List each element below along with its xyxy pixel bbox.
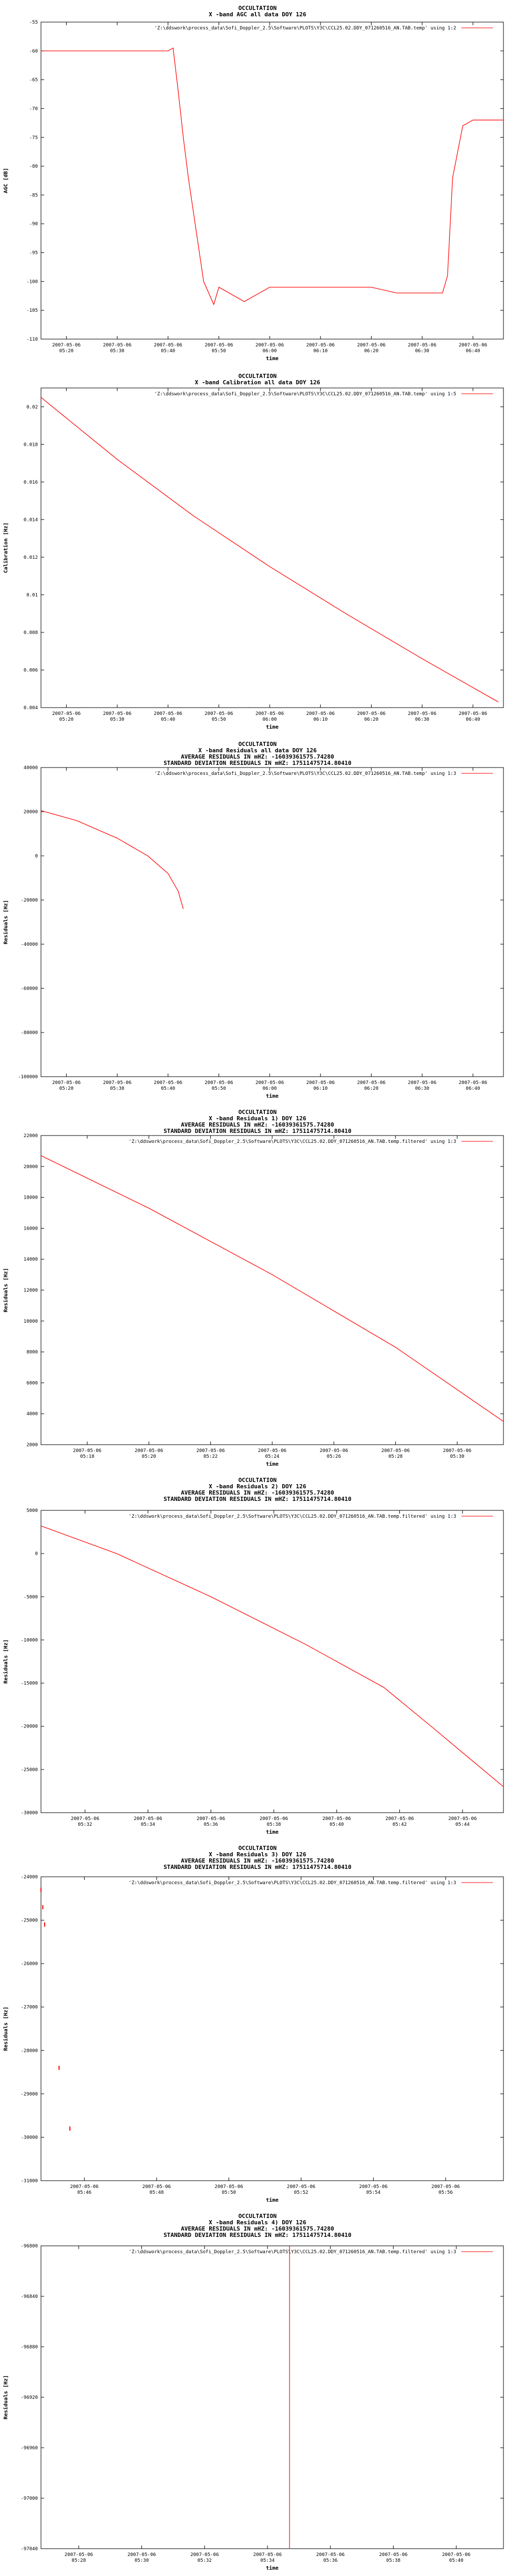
- x-tick-time: 05:40: [161, 717, 176, 722]
- x-tick-date: 2007-05-06: [379, 2552, 408, 2558]
- x-tick-time: 05:20: [141, 1454, 156, 1459]
- y-axis-label: Residuals [Hz]: [3, 1267, 9, 1313]
- y-tick-label: -96800: [20, 2244, 38, 2249]
- chart-title-line: STANDARD DEVIATION RESIDUALS IN mHZ: 17511475714.80410: [163, 2232, 352, 2238]
- legend-label: 'Z:\ddswork\process_data\Sofi_Doppler_2.5\Software\PLOTS\Y3C\CCL25.02.DDY_071260516_AN.TAB.temp' using 1:2: [154, 26, 456, 31]
- chart-panel: [0, 1472, 515, 1840]
- x-tick-date: 2007-05-06: [52, 1080, 81, 1086]
- legend-label: 'Z:\ddswork\process_data\Sofi_Doppler_2.5\Software\PLOTS\Y3C\CCL25.02.DDY_071260516_AN.TAB.temp.filtered' using 1:3: [128, 1514, 456, 1519]
- x-tick-time: 05:24: [265, 1454, 280, 1459]
- legend-label: 'Z:\ddswork\process_data\Sofi_Doppler_2.5\Software\PLOTS\Y3C\CCL25.02.DDY_071260516_AN.TAB.temp' using 1:5: [154, 392, 456, 397]
- x-tick-time: 06:40: [466, 1086, 480, 1091]
- x-tick-date: 2007-05-06: [253, 2552, 282, 2558]
- chart-title-line: STANDARD DEVIATION RESIDUALS IN mHZ: 17511475714.80410: [163, 1864, 352, 1870]
- chart-title-line: X -band Residuals 4) DOY 126: [209, 2219, 306, 2226]
- plot-frame: [41, 1136, 503, 1445]
- plot-frame: [41, 1510, 503, 1813]
- y-tick-label: -15000: [20, 1681, 38, 1686]
- chart-svg: [0, 2208, 515, 2576]
- x-tick-time: 06:40: [466, 717, 480, 722]
- x-tick-time: 06:10: [313, 1086, 328, 1091]
- x-tick-date: 2007-05-06: [64, 2552, 93, 2558]
- x-tick-date: 2007-05-06: [135, 1448, 163, 1454]
- y-axis-label: Residuals [Hz]: [3, 899, 9, 945]
- y-tick-label: 0.018: [23, 442, 38, 448]
- y-tick-label: -85: [29, 192, 38, 198]
- x-tick-time: 06:30: [415, 717, 429, 722]
- x-tick-time: 05:30: [110, 349, 125, 354]
- x-tick-date: 2007-05-06: [102, 1080, 132, 1086]
- y-tick-label: 2000: [26, 1443, 38, 1448]
- chart-panel: [0, 2208, 515, 2576]
- x-tick-date: 2007-05-06: [320, 1448, 348, 1454]
- x-tick-date: 2007-05-06: [153, 1080, 182, 1086]
- chart-svg: [0, 1472, 515, 1840]
- chart-svg: [0, 1840, 515, 2208]
- y-axis-label: Residuals [Hz]: [3, 2006, 9, 2051]
- x-tick-time: 05:38: [386, 2558, 401, 2563]
- x-tick-date: 2007-05-06: [153, 343, 182, 348]
- chart-panel: [0, 1104, 515, 1472]
- x-tick-date: 2007-05-06: [255, 1080, 284, 1086]
- plot-frame: [41, 388, 503, 708]
- x-tick-time: 05:40: [161, 1086, 176, 1091]
- chart-title-line: OCCULTATION: [238, 1109, 277, 1116]
- chart-panel: [0, 0, 515, 368]
- x-tick-time: 05:32: [78, 1822, 92, 1827]
- y-tick-label: -100: [26, 279, 38, 285]
- chart-title-line: OCCULTATION: [238, 2213, 277, 2220]
- x-tick-time: 05:30: [135, 2558, 149, 2563]
- x-tick-time: 05:28: [71, 2558, 86, 2563]
- x-axis-label: time: [265, 724, 279, 730]
- x-tick-time: 05:30: [110, 717, 125, 722]
- y-tick-label: 20000: [23, 1164, 38, 1170]
- x-tick-date: 2007-05-06: [357, 1080, 386, 1086]
- y-tick-label: 0.006: [23, 668, 38, 673]
- legend-label: 'Z:\ddswork\process_data\Sofi_Doppler_2.5\Software\PLOTS\Y3C\CCL25.02.DDY_071260516_AN.TAB.temp.filtered' using 1:3: [128, 1880, 456, 1886]
- y-tick-label: 0.014: [23, 517, 38, 523]
- chart-svg: [0, 736, 515, 1104]
- chart-title-line: X -band Residuals 2) DOY 126: [209, 1483, 306, 1490]
- x-tick-date: 2007-05-06: [70, 2184, 99, 2190]
- x-tick-time: 06:10: [313, 717, 328, 722]
- x-tick-date: 2007-05-06: [52, 343, 81, 348]
- y-tick-label: -65: [29, 77, 38, 83]
- y-tick-label: -25000: [20, 1767, 38, 1773]
- y-tick-label: -20000: [20, 898, 38, 903]
- x-tick-date: 2007-05-06: [190, 2552, 219, 2558]
- x-tick-date: 2007-05-06: [127, 2552, 156, 2558]
- chart-title-line: X -band Calibration all data DOY 126: [194, 379, 321, 386]
- x-tick-time: 05:20: [59, 717, 74, 722]
- x-tick-date: 2007-05-06: [204, 1080, 233, 1086]
- chart-title-line: OCCULTATION: [238, 5, 277, 12]
- y-tick-label: -40000: [20, 942, 38, 947]
- x-axis-label: time: [265, 1093, 279, 1099]
- y-tick-label: -96880: [20, 2345, 38, 2350]
- y-tick-label: -90: [29, 221, 38, 227]
- x-axis-label: time: [265, 356, 279, 362]
- plot-frame: [41, 22, 503, 339]
- y-tick-label: -31000: [20, 2179, 38, 2184]
- y-tick-label: -30000: [20, 1811, 38, 1816]
- x-tick-time: 05:30: [110, 1086, 125, 1091]
- y-tick-label: 20000: [23, 810, 38, 815]
- x-tick-time: 05:36: [203, 1822, 218, 1827]
- x-tick-time: 06:20: [364, 349, 379, 354]
- chart-panel: [0, 368, 515, 736]
- x-tick-date: 2007-05-06: [357, 343, 386, 348]
- plot-frame: [41, 768, 503, 1077]
- data-point: [58, 2066, 59, 2070]
- data-series-line: [41, 48, 503, 304]
- chart-title-line: OCCULTATION: [238, 741, 277, 748]
- x-tick-time: 05:30: [450, 1454, 465, 1459]
- y-tick-label: -110: [26, 337, 38, 342]
- x-tick-date: 2007-05-06: [204, 343, 233, 348]
- x-tick-time: 05:36: [323, 2558, 338, 2563]
- x-tick-date: 2007-05-06: [458, 343, 488, 348]
- x-tick-date: 2007-05-06: [448, 1816, 477, 1822]
- x-tick-time: 05:20: [59, 1086, 74, 1091]
- y-tick-label: 22000: [23, 1133, 38, 1139]
- legend-label: 'Z:\ddswork\process_data\Sofi_Doppler_2.5\Software\PLOTS\Y3C\CCL25.02.DDY_071260516_AN.TAB.temp.filtered' using 1:3: [128, 2250, 456, 2255]
- x-tick-time: 05:50: [221, 2190, 236, 2195]
- x-tick-date: 2007-05-06: [442, 1448, 472, 1454]
- x-tick-date: 2007-05-06: [197, 1816, 225, 1822]
- x-tick-time: 05:28: [388, 1454, 403, 1459]
- chart-title-line: AVERAGE RESIDUALS IN mHZ: -16039361575.74280: [181, 1121, 334, 1128]
- x-tick-time: 06:00: [262, 717, 277, 722]
- x-tick-time: 05:48: [149, 2190, 164, 2195]
- x-tick-time: 05:18: [80, 1454, 95, 1459]
- chart-title-line: STANDARD DEVIATION RESIDUALS IN mHZ: 17511475714.80410: [163, 1496, 352, 1502]
- y-tick-label: -100000: [18, 1075, 38, 1080]
- x-tick-time: 06:00: [262, 1086, 277, 1091]
- x-tick-time: 05:40: [161, 349, 176, 354]
- y-tick-label: 0.008: [23, 630, 38, 636]
- x-tick-time: 05:40: [329, 1822, 344, 1827]
- y-axis-label: AGC [dB]: [3, 168, 9, 193]
- x-tick-time: 05:50: [211, 349, 226, 354]
- y-axis-label: Calibration [Hz]: [3, 522, 9, 574]
- x-tick-date: 2007-05-06: [431, 2184, 460, 2190]
- y-tick-label: 4000: [26, 1412, 38, 1417]
- x-tick-time: 05:22: [203, 1454, 218, 1459]
- x-tick-date: 2007-05-06: [385, 1816, 414, 1822]
- x-axis-label: time: [265, 1461, 279, 1467]
- x-tick-time: 05:52: [294, 2190, 308, 2195]
- x-tick-date: 2007-05-06: [306, 1080, 335, 1086]
- x-tick-time: 05:32: [197, 2558, 212, 2563]
- chart-title-line: X -band Residuals all data DOY 126: [198, 747, 317, 754]
- chart-title-line: AVERAGE RESIDUALS IN mHZ: -16039361575.74280: [181, 1489, 334, 1496]
- x-tick-date: 2007-05-06: [142, 2184, 171, 2190]
- x-tick-time: 06:30: [415, 1086, 429, 1091]
- y-axis-label: Residuals [Hz]: [3, 2375, 9, 2420]
- x-tick-date: 2007-05-06: [442, 2552, 471, 2558]
- y-tick-label: -97000: [20, 2496, 38, 2501]
- x-tick-time: 05:50: [211, 1086, 226, 1091]
- x-tick-time: 05:20: [59, 349, 74, 354]
- y-tick-label: -97040: [20, 2547, 38, 2552]
- chart-title-line: X -band Residuals 3) DOY 126: [209, 1851, 306, 1858]
- chart-title-line: STANDARD DEVIATION RESIDUALS IN mHZ: 17511475714.80410: [163, 760, 352, 766]
- data-series-line: [41, 397, 498, 702]
- x-tick-time: 06:30: [415, 349, 429, 354]
- y-tick-label: 5000: [26, 1508, 38, 1514]
- y-tick-label: -70: [29, 106, 38, 112]
- chart-title-line: OCCULTATION: [238, 1477, 277, 1484]
- y-tick-label: 14000: [23, 1257, 38, 1263]
- y-tick-label: -10000: [20, 1638, 38, 1643]
- plot-frame: [41, 1877, 503, 2181]
- y-tick-label: -75: [29, 135, 38, 141]
- chart-svg: [0, 0, 515, 368]
- data-point: [44, 1923, 45, 1927]
- x-tick-date: 2007-05-06: [52, 711, 81, 717]
- y-tick-label: -25000: [20, 1918, 38, 1924]
- x-axis-label: time: [265, 1829, 279, 1835]
- chart-title-line: AVERAGE RESIDUALS IN mHZ: -16039361575.74280: [181, 753, 334, 760]
- x-tick-date: 2007-05-06: [286, 2184, 316, 2190]
- data-point: [40, 1888, 42, 1892]
- y-tick-label: -95: [29, 250, 38, 256]
- x-axis-label: time: [265, 2197, 279, 2203]
- x-tick-date: 2007-05-06: [408, 1080, 437, 1086]
- x-tick-date: 2007-05-06: [102, 711, 132, 717]
- y-tick-label: -24000: [20, 1875, 38, 1880]
- y-tick-label: -96840: [20, 2294, 38, 2299]
- y-tick-label: -29000: [20, 2091, 38, 2097]
- x-tick-time: 06:20: [364, 717, 379, 722]
- x-tick-date: 2007-05-06: [381, 1448, 410, 1454]
- x-tick-date: 2007-05-06: [255, 711, 284, 717]
- x-tick-date: 2007-05-06: [255, 343, 284, 348]
- y-tick-label: 0.02: [26, 404, 38, 410]
- x-tick-time: 06:00: [262, 349, 277, 354]
- x-tick-date: 2007-05-06: [214, 2184, 243, 2190]
- y-tick-label: -60: [29, 48, 38, 54]
- x-tick-time: 05:40: [449, 2558, 464, 2563]
- x-tick-time: 05:38: [266, 1822, 281, 1827]
- x-tick-date: 2007-05-06: [196, 1448, 225, 1454]
- x-tick-date: 2007-05-06: [408, 711, 437, 717]
- y-tick-label: -105: [26, 308, 38, 314]
- data-point: [42, 1905, 43, 1909]
- y-tick-label: -55: [29, 20, 38, 25]
- y-tick-label: 10000: [23, 1318, 38, 1324]
- x-tick-date: 2007-05-06: [408, 343, 437, 348]
- x-tick-date: 2007-05-06: [316, 2552, 345, 2558]
- x-tick-date: 2007-05-06: [73, 1448, 102, 1454]
- chart-svg: [0, 1104, 515, 1472]
- chart-panel: [0, 1840, 515, 2208]
- y-tick-label: -60000: [20, 986, 38, 991]
- x-tick-time: 05:34: [140, 1822, 156, 1827]
- y-tick-label: 0.016: [23, 479, 38, 485]
- legend-label: 'Z:\ddswork\process_data\Sofi_Doppler_2.5\Software\PLOTS\Y3C\CCL25.02.DDY_071260516_AN.TAB.temp.filtered' using 1:3: [128, 1139, 456, 1144]
- data-point: [69, 2127, 70, 2131]
- x-tick-date: 2007-05-06: [458, 711, 488, 717]
- y-tick-label: 0: [35, 1551, 38, 1557]
- data-series-line: [41, 1526, 503, 1787]
- x-tick-date: 2007-05-06: [133, 1816, 162, 1822]
- y-tick-label: 0: [35, 854, 38, 859]
- x-tick-time: 05:44: [455, 1822, 470, 1827]
- x-tick-time: 05:34: [260, 2558, 275, 2563]
- y-axis-label: Residuals [Hz]: [3, 1639, 9, 1684]
- y-tick-label: 16000: [23, 1226, 38, 1232]
- chart-title-line: OCCULTATION: [238, 1845, 277, 1852]
- y-tick-label: -80: [29, 164, 38, 170]
- data-series-line: [41, 1156, 503, 1422]
- y-tick-label: -96920: [20, 2395, 38, 2400]
- y-tick-label: -28000: [20, 2048, 38, 2054]
- y-tick-label: -27000: [20, 2005, 38, 2010]
- y-tick-label: -26000: [20, 1961, 38, 1967]
- plot-frame: [41, 2246, 503, 2549]
- x-tick-date: 2007-05-06: [306, 711, 335, 717]
- y-tick-label: -30000: [20, 2135, 38, 2141]
- y-tick-label: -5000: [23, 1594, 38, 1600]
- chart-title-line: OCCULTATION: [238, 373, 277, 380]
- x-tick-date: 2007-05-06: [359, 2184, 388, 2190]
- y-tick-label: 18000: [23, 1195, 38, 1201]
- x-tick-date: 2007-05-06: [70, 1816, 99, 1822]
- chart-title-line: AVERAGE RESIDUALS IN mHZ: -16039361575.74280: [181, 1857, 334, 1864]
- x-tick-time: 06:40: [466, 349, 480, 354]
- chart-svg: [0, 368, 515, 736]
- x-axis-label: time: [265, 2565, 279, 2571]
- x-tick-date: 2007-05-06: [153, 711, 182, 717]
- x-tick-time: 05:46: [77, 2190, 92, 2195]
- x-tick-date: 2007-05-06: [259, 1816, 289, 1822]
- y-tick-label: 6000: [26, 1381, 38, 1386]
- y-tick-label: 40000: [23, 765, 38, 771]
- x-tick-date: 2007-05-06: [258, 1448, 287, 1454]
- x-tick-date: 2007-05-06: [204, 711, 233, 717]
- x-tick-date: 2007-05-06: [306, 343, 335, 348]
- x-tick-time: 05:54: [366, 2190, 381, 2195]
- y-tick-label: 0.012: [23, 555, 38, 560]
- x-tick-date: 2007-05-06: [357, 711, 386, 717]
- x-tick-time: 06:20: [364, 1086, 379, 1091]
- chart-title-line: STANDARD DEVIATION RESIDUALS IN mHZ: 17511475714.80410: [163, 1128, 352, 1134]
- x-tick-date: 2007-05-06: [458, 1080, 488, 1086]
- y-tick-label: -96960: [20, 2446, 38, 2451]
- y-tick-label: 0.004: [23, 706, 38, 711]
- x-tick-time: 05:56: [438, 2190, 453, 2195]
- legend-label: 'Z:\ddswork\process_data\Sofi_Doppler_2.5\Software\PLOTS\Y3C\CCL25.02.DDY_071260516_AN.TAB.temp' using 1:3: [154, 771, 456, 776]
- x-tick-time: 05:42: [392, 1822, 407, 1827]
- y-tick-label: -80000: [20, 1030, 38, 1036]
- chart-title-line: X -band AGC all data DOY 126: [209, 11, 306, 18]
- x-tick-time: 05:50: [211, 717, 226, 722]
- data-series-line: [41, 811, 183, 909]
- y-tick-label: 0.01: [26, 592, 38, 598]
- y-tick-label: 12000: [23, 1288, 38, 1293]
- chart-panel: [0, 736, 515, 1104]
- x-tick-time: 06:10: [313, 349, 328, 354]
- chart-title-line: X -band Residuals 1) DOY 126: [209, 1115, 306, 1122]
- x-tick-date: 2007-05-06: [322, 1816, 351, 1822]
- x-tick-time: 05:26: [326, 1454, 341, 1459]
- x-tick-date: 2007-05-06: [102, 343, 132, 348]
- chart-title-line: AVERAGE RESIDUALS IN mHZ: -16039361575.74280: [181, 2225, 334, 2232]
- y-tick-label: 8000: [26, 1350, 38, 1355]
- y-tick-label: -20000: [20, 1724, 38, 1730]
